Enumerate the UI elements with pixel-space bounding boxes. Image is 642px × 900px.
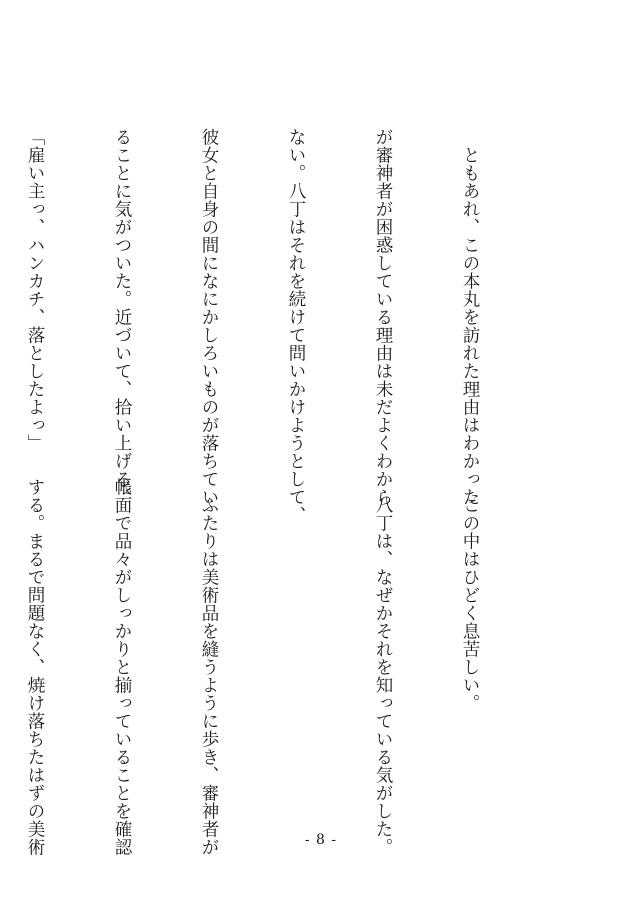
text-line: する。まるで問題なく、焼け落ちたはずの美術 <box>25 478 45 856</box>
upper-text-block <box>0 128 542 524</box>
text-line: 八丁は、なぜかそれを知っている気がした。 <box>373 478 393 856</box>
text-line: ない。八丁はそれを続けて問いかけようとして、 <box>286 128 306 524</box>
lower-text-block <box>0 478 542 856</box>
text-line: 帳面で品々がしっかりと揃っていることを確認 <box>112 478 132 856</box>
text-line: この中はひどく息苦しい。 <box>460 478 480 712</box>
text-line: 「雇い主っ、ハンカチ、落としたよっ」 <box>25 128 45 452</box>
text-line: が審神者が困惑している理由は未だよくわから <box>373 128 393 506</box>
text-line: ともあれ、この本丸を訪れた理由はわかった <box>460 128 480 506</box>
blank-line <box>281 478 310 808</box>
text-line: ふたりは美術品を縫うように歩き、審神者が <box>199 478 219 856</box>
page-number: - 8 - <box>304 832 338 848</box>
text-line: 彼女と自身の間になにかしろいものが落ちてい <box>199 128 219 506</box>
text-line: ることに気がついた。近づいて、拾い上げる。 <box>112 128 132 506</box>
